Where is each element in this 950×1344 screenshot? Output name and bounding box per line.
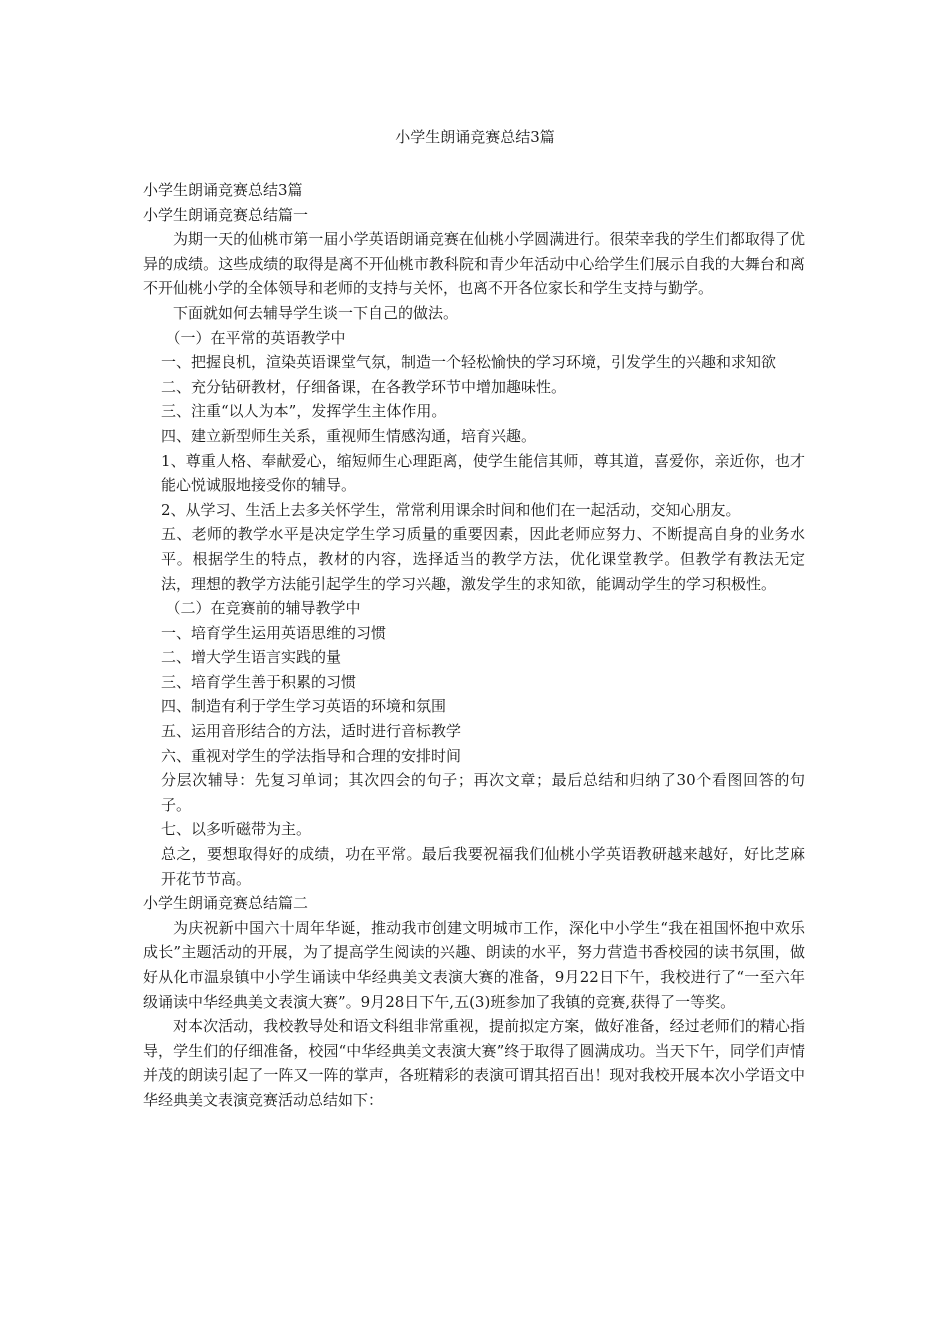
paragraph: 分层次辅导：先复习单词；其次四会的句子；再次文章；最后总结和归纳了30个看图回答的句子。 (161, 771, 805, 814)
paragraph: 下面就如何去辅导学生谈一下自己的做法。 (173, 303, 459, 322)
document-body (143, 178, 805, 1113)
paragraph: 为期一天的仙桃市第一届小学英语朗诵竞赛在仙桃小学圆满进行。很荣幸我的学生们都取得了优异的成绩。这些成绩的取得是离不开仙桃市教科院和青少年活动中心给学生们展示自我的大舞台和离不开仙桃小学的全体领导和老师的支持与关怀，也离不开各位家长和学生支持与勤学。 (143, 230, 805, 298)
paragraph: 六、重视对学生的学法指导和合理的安排时间 (161, 746, 462, 765)
paragraph: 一、把握良机，渲染英语课堂气氛，制造一个轻松愉快的学习环境，引发学生的兴趣和求知欲 (161, 353, 777, 372)
paragraph: 三、培育学生善于积累的习惯 (161, 672, 357, 691)
paragraph: 五、老师的教学水平是决定学生学习质量的重要因素，因此老师应努力、不断提高自身的业务水平。根据学生的特点，教材的内容，选择适当的教学方法，优化课堂教学。但教学有教法无定法，理想的教学方法能引起学生的学习兴趣，激发学生的求知欲，能调动学生的学习积极性。 (161, 525, 805, 593)
paragraph: 为庆祝新中国六十周年华诞，推动我市创建文明城市工作，深化中小学生“我在祖国怀抱中欢乐成长”主题活动的开展，为了提高学生阅读的兴趣、朗读的水平，努力营造书香校园的读书氛围，做好从化市温泉镇中小学生诵读中华经典美文表演大赛的准备，9月22日下午，我校进行了“一至六年级诵读中华经典美文表演大赛”。9月28日下午,五(3)班参加了我镇的竞赛,获得了一等奖。 (143, 918, 805, 1011)
paragraph: 小学生朗诵竞赛总结篇一 (143, 205, 309, 224)
paragraph: 二、充分钻研教材，仔细备课，在各教学环节中增加趣味性。 (161, 377, 567, 396)
paragraph: 七、以多听磁带为主。 (161, 820, 312, 839)
paragraph: 五、运用音形结合的方法，适时进行音标教学 (161, 722, 462, 741)
paragraph: 2、从学习、生活上去多关怀学生，常常利用课余时间和他们在一起活动，交知心朋友。 (161, 500, 741, 519)
paragraph: （一）在平常的英语教学中 (165, 328, 346, 347)
paragraph: 四、制造有利于学生学习英语的环境和氛围 (161, 697, 447, 716)
paragraph: 总之，要想取得好的成绩，功在平常。最后我要祝福我们仙桃小学英语教研越来越好，好比芝麻开花节节高。 (161, 845, 805, 888)
paragraph: 对本次活动，我校教导处和语文科组非常重视，提前拟定方案，做好准备，经过老师们的精心指导，学生们的仔细准备，校园“中华经典美文表演大赛”终于取得了圆满成功。当天下午，同学们声情并茂的朗读引起了一阵又一阵的掌声，各班精彩的表演可谓其招百出！现对我校开展本次小学语文中华经典美文表演竞赛活动总结如下： (143, 1017, 805, 1109)
paragraph: 一、培育学生运用英语思维的习惯 (161, 623, 387, 642)
paragraph: 四、建立新型师生关系，重视师生情感沟通，培育兴趣。 (161, 426, 537, 445)
paragraph: 二、增大学生语言实践的量 (161, 648, 342, 667)
paragraph: 小学生朗诵竞赛总结篇二 (143, 894, 309, 913)
paragraph: 三、注重“以人为本”，发挥学生主体作用。 (161, 402, 447, 421)
paragraph: 1、尊重人格、奉献爱心，缩短师生心理距离，使学生能信其师，尊其道，喜爱你，亲近你，也才能心悦诚服地接受你的辅导。 (161, 451, 805, 495)
paragraph: 小学生朗诵竞赛总结3篇 (143, 181, 303, 199)
paragraph: （二）在竞赛前的辅导教学中 (165, 599, 361, 618)
document-title: 小学生朗诵竞赛总结3篇 (395, 128, 555, 146)
